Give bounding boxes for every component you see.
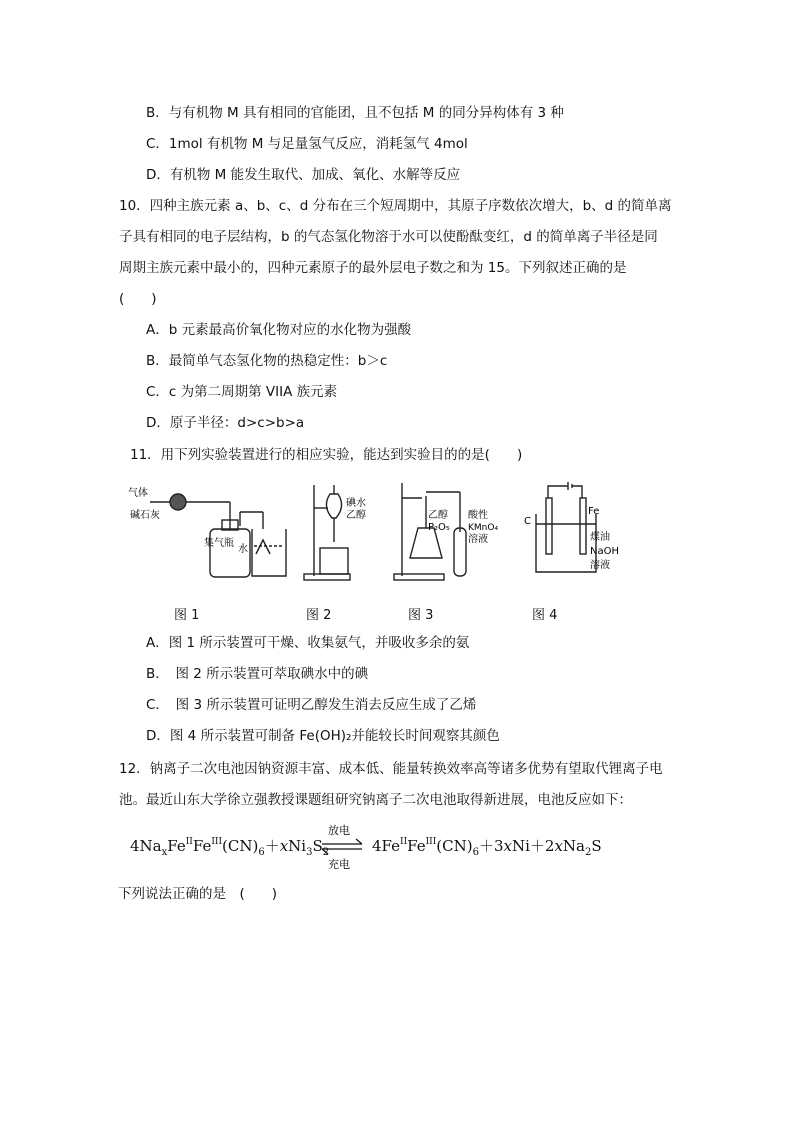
- fig3-kmno4-label: KMnO₄: [468, 523, 499, 533]
- figure-4-diagram: [522, 480, 622, 584]
- fig4-naoh-label: NaOH: [590, 546, 619, 557]
- equation-left-side: $4Na_xFe^{II}Fe^{III}(CN)_6+xNi_3S_2$: [130, 837, 330, 858]
- charge-label: 充电: [328, 858, 350, 871]
- figure-3-diagram: [392, 478, 502, 584]
- fig1-gas-label: 气体: [128, 488, 148, 499]
- q9-option-d: D．有机物 M 能发生取代、加成、氧化、水解等反应: [146, 167, 461, 183]
- q12-stem-line1: 12．钠离子二次电池因钠资源丰富、成本低、能量转换效率高等诸多优势有望取代锂离子电: [119, 761, 663, 777]
- fig3-p2o5-label: P₂O₅: [428, 522, 450, 533]
- q10-option-c: C．c 为第二周期第 VIIA 族元素: [146, 384, 338, 400]
- fig4-solution-label: 溶液: [590, 560, 610, 571]
- fig1-bottle-label: 集气瓶: [204, 538, 234, 549]
- q9-option-c: C．1mol 有机物 M 与足量氢气反应，消耗氢气 4mol: [146, 136, 468, 152]
- q10-stem-line1: 10．四种主族元素 a、b、c、d 分布在三个短周期中，其原子序数依次增大，b、d 的简单离: [119, 198, 672, 214]
- equation-right-side: $4Fe^{II}Fe^{III}(CN)_6+3xNi+2xNa_2S$: [372, 837, 602, 858]
- q10-option-b: B．最简单气态氢化物的热稳定性：b＞c: [146, 353, 388, 369]
- q11-option-b: B． 图 2 所示装置可萃取碘水中的碘: [146, 666, 369, 682]
- figure-4-caption: 图 4: [532, 608, 558, 623]
- battery-reaction-equation: [130, 818, 600, 878]
- fig2-ethanol-label: 乙醇: [346, 510, 366, 521]
- fig3-ethanol-label: 乙醇: [428, 510, 448, 521]
- fig2-iodine-water-label: 碘水: [346, 498, 366, 509]
- q12-question-tail: 下列说法正确的是 ( ): [118, 886, 278, 902]
- q11-option-a: A．图 1 所示装置可干燥、收集氨气，并吸收多余的氨: [146, 635, 470, 651]
- fig1-water-label: 水: [238, 544, 248, 555]
- q11-stem: 11．用下列实验装置进行的相应实验，能达到实验目的的是( ): [130, 447, 523, 463]
- fig4-kerosene-label: 煤油: [590, 532, 610, 543]
- q10-option-a: A．b 元素最高价氧化物对应的水化物为强酸: [146, 322, 412, 338]
- q10-stem-line2: 子具有相同的电子层结构，b 的气态氢化物溶于水可以使酚酞变红，d 的简单离子半径是同: [119, 229, 658, 245]
- q10-option-d: D．原子半径：d>c>b>a: [146, 415, 305, 431]
- q10-stem-line3: 周期主族元素中最小的，四种元素原子的最外层电子数之和为 15。下列叙述正确的是: [119, 260, 627, 276]
- fig4-fe-label: Fe: [588, 506, 600, 517]
- fig3-acidic-label: 酸性: [468, 510, 488, 521]
- q11-option-d: D．图 4 所示装置可制备 Fe(OH)₂并能较长时间观察其颜色: [146, 728, 500, 744]
- q9-option-b: B．与有机物 M 具有相同的官能团，且不包括 M 的同分异构体有 3 种: [146, 105, 564, 121]
- fig1-lime-label: 碱石灰: [130, 510, 160, 521]
- figure-2-diagram: [300, 480, 370, 584]
- figure-1-diagram: [128, 484, 288, 584]
- q10-stem-line4: ( ): [119, 291, 157, 307]
- figure-1-caption: 图 1: [174, 608, 200, 623]
- fig4-c-label: C: [524, 516, 531, 527]
- q12-stem-line2: 池。最近山东大学徐立强教授课题组研究钠离子二次电池取得新进展，电池反应如下：: [119, 792, 632, 808]
- q11-option-c: C． 图 3 所示装置可证明乙醇发生消去反应生成了乙烯: [146, 697, 477, 713]
- discharge-label: 放电: [328, 824, 350, 837]
- figure-2-caption: 图 2: [306, 608, 332, 623]
- figure-3-caption: 图 3: [408, 608, 434, 623]
- fig3-solution-label: 溶液: [468, 534, 488, 545]
